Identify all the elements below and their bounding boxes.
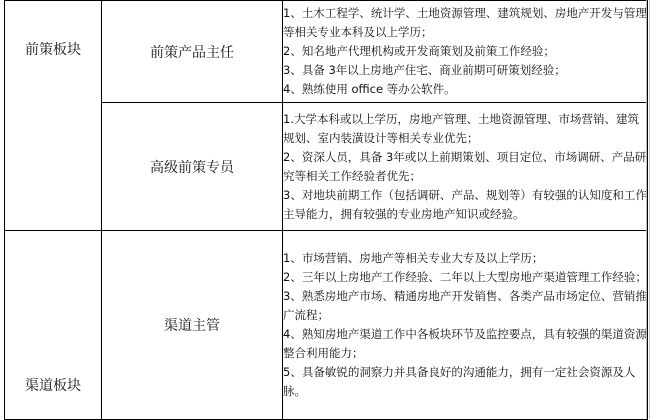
requirements-cell (283, 103, 648, 231)
job-requirements-sheet (4, 0, 648, 419)
requirement-item: 5、具备敏锐的洞察力并具备良好的沟通能力，拥有一定社会资源及人脉。 (283, 365, 636, 398)
requirement-item: 3、具备 3年以上房地产住宅、商业前期可研策划经验； (283, 63, 566, 77)
role-cell (102, 231, 283, 420)
requirement-item: 4、熟知房地产渠道工作中各板块环节及监控要点，具有较强的渠道资源整合利用能力； (283, 327, 647, 360)
requirement-item: 4、熟练使用 office 等办公软件。 (283, 82, 456, 96)
requirements-cell (283, 1, 648, 103)
role-cell (102, 1, 283, 103)
requirement-item: 3、熟悉房地产市场、精通房地产开发销售、各类产品市场定位、营销推广流程； (283, 289, 647, 322)
requirement-item: 3、对地块前期工作（包括调研、产品、规划等）有较强的认知度和工作主导能力，拥有较强的专业房地产知识或经验。 (283, 187, 647, 221)
requirement-item: 2、知名地产代理机构或开发商策划及前策工作经验； (283, 44, 555, 58)
requirement-item: 1.大学本科或以上学历，房地产管理、土地资源管理、市场营销、建筑规划、室内装潢设计等相关专业优先； (283, 111, 639, 145)
requirement-item: 2、资深人员，具备 3年或以上前期策划、项目定位、市场调研、产品研究等相关工作经验者优先； (283, 149, 647, 183)
requirement-item: 1、市场营销、房地产等相关专业大专及以上学历； (283, 251, 544, 265)
table-row (5, 231, 648, 420)
section-cell-qudao (5, 231, 102, 420)
role-title: 高级前策专员 (150, 159, 234, 176)
role-title: 前策产品主任 (150, 44, 234, 61)
requirement-item: 1、土木工程学、统计学、土地资源管理、建筑规划、房地产开发与管理等相关专业本科及以上学历； (283, 6, 647, 39)
table-row (5, 1, 648, 103)
role-cell (102, 103, 283, 231)
section-cell-qiance (5, 1, 102, 231)
requirements-cell (283, 231, 648, 420)
role-title: 渠道主管 (164, 318, 220, 334)
job-requirements-table (4, 0, 648, 420)
page-edge-frame (646, 0, 650, 419)
section-label: 前策板块 (25, 42, 81, 58)
section-label: 渠道板块 (25, 378, 81, 394)
requirement-item: 2、三年以上房地产工作经验、二年以上大型房地产渠道管理工作经验； (283, 270, 647, 284)
table-row (5, 103, 648, 231)
